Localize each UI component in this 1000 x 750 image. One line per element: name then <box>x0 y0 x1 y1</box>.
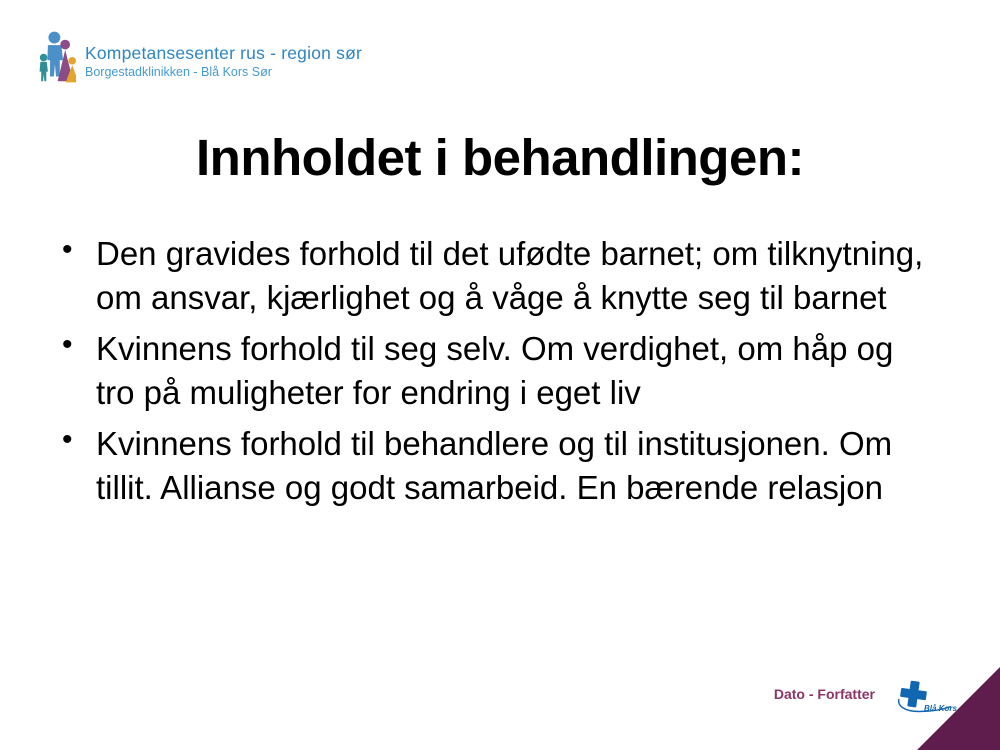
bullet-list <box>62 232 934 517</box>
org-text <box>85 30 362 79</box>
slide-title: Innholdet i behandlingen: <box>196 129 804 186</box>
bullet-item: • Kvinnens forhold til behandlere og til institusjonen. Om tillit. Allianse og godt samarbeid. En bærende relasjon <box>62 422 934 509</box>
family-figures-icon <box>36 30 76 84</box>
org-subname: Borgestadklinikken - Blå Kors Sør <box>85 65 272 79</box>
blakors-cross-icon <box>897 679 955 721</box>
blakors-label: Blå Kors <box>924 704 957 713</box>
footer-date-author: Dato - Forfatter <box>773 686 875 702</box>
org-name: Kompetansesenter rus - region sør <box>85 43 362 63</box>
org-logo <box>36 30 362 84</box>
bullet-item: • Kvinnens forhold til seg selv. Om verdighet, om håp og tro på muligheter for endring i eget liv <box>62 327 934 414</box>
bullet-item: • Den gravides forhold til det ufødte barnet; om tilknytning, om ansvar, kjærlighet og å våge å knytte seg til barnet <box>62 232 934 319</box>
blakors-logo <box>897 679 955 721</box>
